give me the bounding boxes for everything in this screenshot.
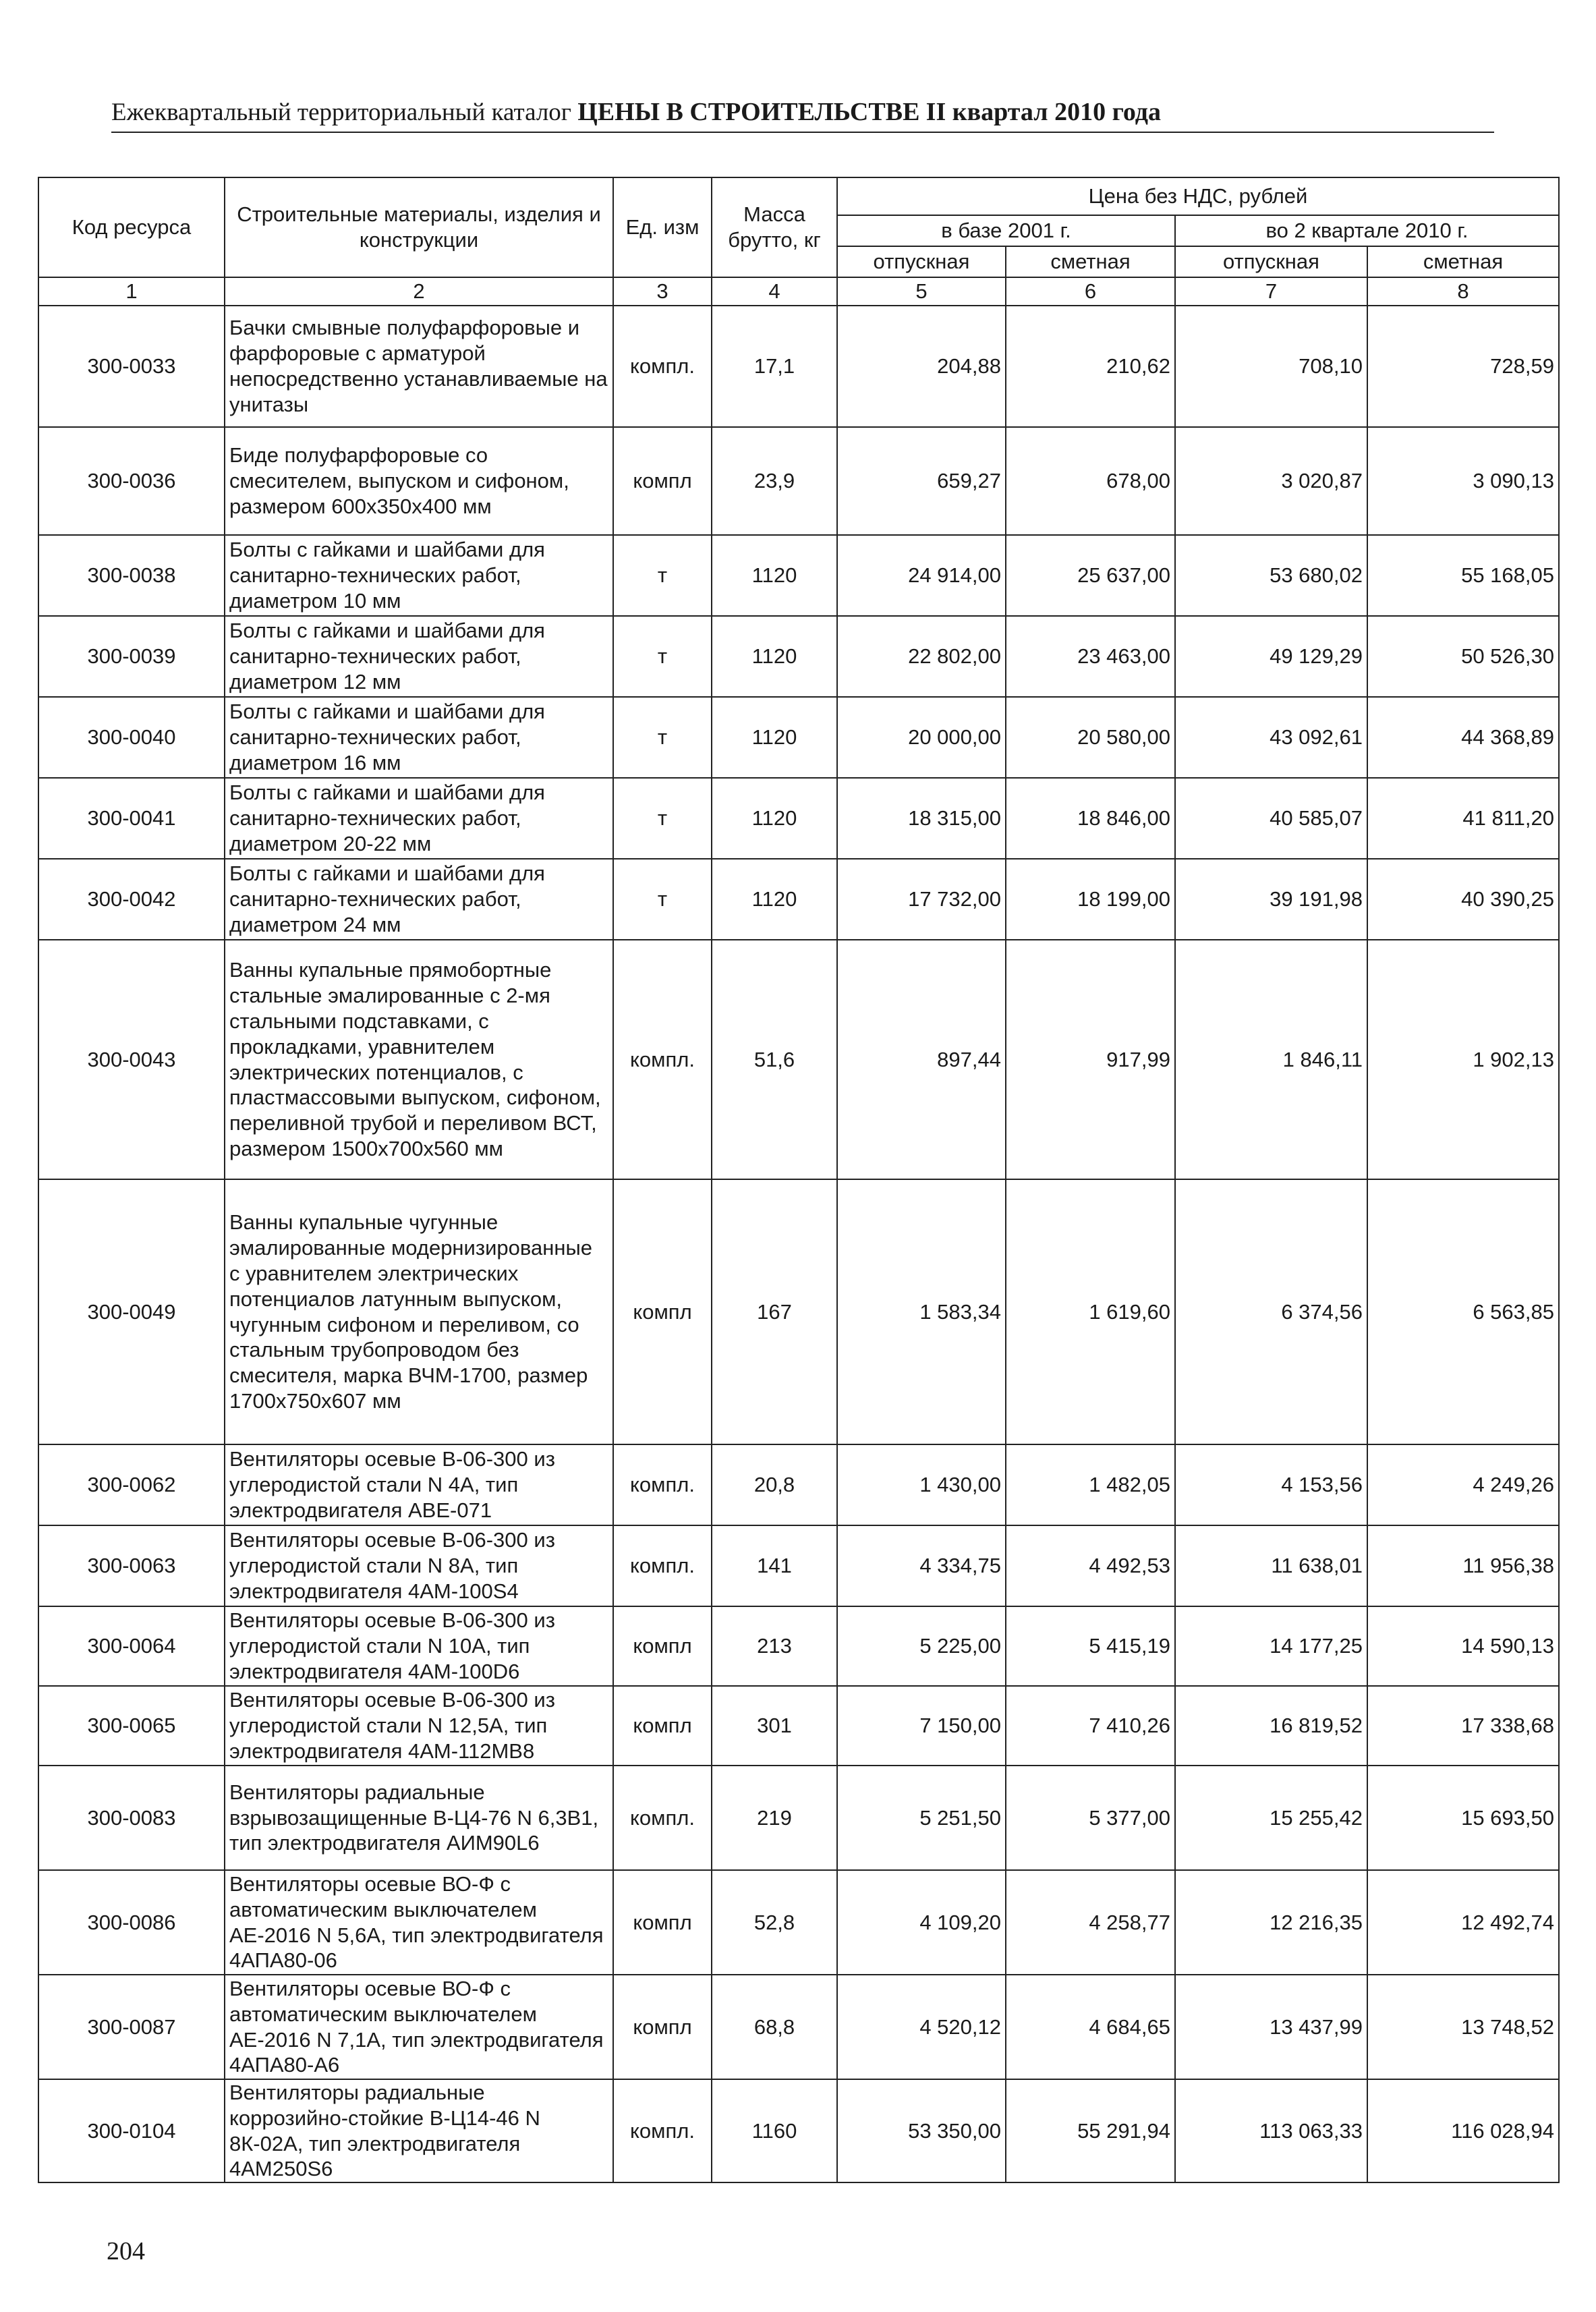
material-name: Вентиляторы осевые В-06-300 из углеродистой стали N 10А, тип электродвигателя 4АМ-100D6: [225, 1606, 613, 1686]
price-2001-estimate: 7 410,26: [1006, 1686, 1175, 1766]
price-2010-sale: 6 374,56: [1175, 1179, 1367, 1444]
price-2001-estimate: 678,00: [1006, 427, 1175, 535]
price-2010-sale: 15 255,42: [1175, 1766, 1367, 1870]
table-row: [38, 940, 1559, 1179]
table-row: [38, 859, 1559, 940]
table-row: [38, 616, 1559, 697]
price-2010-estimate: 116 028,94: [1367, 2079, 1559, 2182]
table-row: [38, 697, 1559, 778]
resource-code: 300-0104: [38, 2079, 225, 2182]
sale-price-header: отпускная: [1175, 246, 1367, 277]
material-name: Болты с гайками и шайбами для санитарно-технических работ, диаметром 24 мм: [225, 859, 613, 940]
price-2010-estimate: 55 168,05: [1367, 535, 1559, 616]
price-2010-sale: 11 638,01: [1175, 1525, 1367, 1606]
price-2001-estimate: 917,99: [1006, 940, 1175, 1179]
estimate-price-header: сметная: [1367, 246, 1559, 277]
price-2001-sale: 17 732,00: [837, 859, 1006, 940]
price-2010-estimate: 40 390,25: [1367, 859, 1559, 940]
unit-of-measure: компл: [613, 1870, 712, 1975]
price-2001-sale: 897,44: [837, 940, 1006, 1179]
material-name: Вентиляторы осевые ВО-Ф с автоматическим выключателем АЕ-2016 N 7,1А, тип электродвигателя 4АПА80-А6: [225, 1975, 613, 2079]
resource-code: 300-0040: [38, 697, 225, 778]
table-row: [38, 1686, 1559, 1766]
table-row: [38, 1179, 1559, 1444]
gross-mass: 23,9: [712, 427, 837, 535]
col-name-header: Строительные материалы, изделия и конструкции: [225, 177, 613, 277]
unit-of-measure: т: [613, 535, 712, 616]
gross-mass: 17,1: [712, 306, 837, 427]
price-2001-sale: 18 315,00: [837, 778, 1006, 859]
resource-code: 300-0063: [38, 1525, 225, 1606]
column-number: 6: [1006, 277, 1175, 306]
price-2010-estimate: 13 748,52: [1367, 1975, 1559, 2079]
price-2010-estimate: 11 956,38: [1367, 1525, 1559, 1606]
gross-mass: 1120: [712, 778, 837, 859]
column-number: 1: [38, 277, 225, 306]
price-2010-sale: 708,10: [1175, 306, 1367, 427]
price-2001-sale: 204,88: [837, 306, 1006, 427]
price-table-body: [38, 306, 1559, 2182]
material-name: Вентиляторы осевые В-06-300 из углеродистой стали N 4А, тип электродвигателя АВЕ-071: [225, 1444, 613, 1525]
price-2010-estimate: 41 811,20: [1367, 778, 1559, 859]
price-2001-sale: 20 000,00: [837, 697, 1006, 778]
table-row: [38, 1870, 1559, 1975]
gross-mass: 301: [712, 1686, 837, 1766]
price-2001-estimate: 23 463,00: [1006, 616, 1175, 697]
resource-code: 300-0049: [38, 1179, 225, 1444]
table-row: [38, 1975, 1559, 2079]
resource-code: 300-0086: [38, 1870, 225, 1975]
resource-code: 300-0064: [38, 1606, 225, 1686]
unit-of-measure: т: [613, 859, 712, 940]
price-2010-sale: 12 216,35: [1175, 1870, 1367, 1975]
material-name: Вентиляторы радиальные коррозийно-стойкие В-Ц14-46 N 8К-02А, тип электродвигателя 4АМ250S6: [225, 2079, 613, 2182]
unit-of-measure: компл.: [613, 306, 712, 427]
price-2001-sale: 1 583,34: [837, 1179, 1006, 1444]
gross-mass: 1120: [712, 616, 837, 697]
table-row: [38, 2079, 1559, 2182]
price-2001-sale: 4 334,75: [837, 1525, 1006, 1606]
price-2010-sale: 4 153,56: [1175, 1444, 1367, 1525]
resource-code: 300-0087: [38, 1975, 225, 2079]
price-2010-sale: 39 191,98: [1175, 859, 1367, 940]
price-2001-sale: 1 430,00: [837, 1444, 1006, 1525]
gross-mass: 213: [712, 1606, 837, 1686]
table-row: [38, 535, 1559, 616]
q2-2010-header: во 2 квартале 2010 г.: [1175, 215, 1559, 246]
table-row: [38, 1766, 1559, 1870]
price-2010-estimate: 44 368,89: [1367, 697, 1559, 778]
resource-code: 300-0039: [38, 616, 225, 697]
unit-of-measure: т: [613, 697, 712, 778]
price-2010-estimate: 50 526,30: [1367, 616, 1559, 697]
unit-of-measure: компл: [613, 1179, 712, 1444]
unit-of-measure: т: [613, 778, 712, 859]
price-2001-estimate: 20 580,00: [1006, 697, 1175, 778]
gross-mass: 1120: [712, 535, 837, 616]
gross-mass: 1120: [712, 859, 837, 940]
material-name: Болты с гайками и шайбами для санитарно-технических работ, диаметром 20-22 мм: [225, 778, 613, 859]
price-2010-estimate: 6 563,85: [1367, 1179, 1559, 1444]
price-2001-estimate: 18 846,00: [1006, 778, 1175, 859]
price-2010-sale: 3 020,87: [1175, 427, 1367, 535]
column-number: 7: [1175, 277, 1367, 306]
price-2010-estimate: 14 590,13: [1367, 1606, 1559, 1686]
unit-of-measure: компл.: [613, 1444, 712, 1525]
price-2001-sale: 5 225,00: [837, 1606, 1006, 1686]
catalog-title: ЦЕНЫ В СТРОИТЕЛЬСТВЕ: [577, 98, 920, 126]
price-2001-estimate: 4 258,77: [1006, 1870, 1175, 1975]
price-2010-estimate: 3 090,13: [1367, 427, 1559, 535]
price-2010-sale: 43 092,61: [1175, 697, 1367, 778]
resource-code: 300-0041: [38, 778, 225, 859]
material-name: Вентиляторы радиальные взрывозащищенные В-Ц4-76 N 6,3В1, тип электродвигателя АИМ90L6: [225, 1766, 613, 1870]
price-2001-sale: 5 251,50: [837, 1766, 1006, 1870]
column-number: 5: [837, 277, 1006, 306]
price-2010-sale: 40 585,07: [1175, 778, 1367, 859]
unit-of-measure: компл: [613, 1686, 712, 1766]
resource-code: 300-0062: [38, 1444, 225, 1525]
unit-of-measure: компл: [613, 427, 712, 535]
unit-of-measure: компл.: [613, 1766, 712, 1870]
table-row: [38, 778, 1559, 859]
gross-mass: 1160: [712, 2079, 837, 2182]
price-2010-sale: 16 819,52: [1175, 1686, 1367, 1766]
unit-of-measure: компл: [613, 1975, 712, 2079]
unit-of-measure: компл: [613, 1606, 712, 1686]
resource-code: 300-0042: [38, 859, 225, 940]
price-2001-sale: 24 914,00: [837, 535, 1006, 616]
resource-code: 300-0083: [38, 1766, 225, 1870]
price-2010-estimate: 15 693,50: [1367, 1766, 1559, 1870]
table-row: [38, 1444, 1559, 1525]
price-2010-estimate: 12 492,74: [1367, 1870, 1559, 1975]
price-2001-estimate: 5 415,19: [1006, 1606, 1175, 1686]
price-2010-estimate: 4 249,26: [1367, 1444, 1559, 1525]
price-2001-sale: 659,27: [837, 427, 1006, 535]
page-number: 204: [107, 2237, 145, 2265]
gross-mass: 51,6: [712, 940, 837, 1179]
price-2001-sale: 53 350,00: [837, 2079, 1006, 2182]
sale-price-header: отпускная: [837, 246, 1006, 277]
price-2010-estimate: 1 902,13: [1367, 940, 1559, 1179]
price-2001-estimate: 55 291,94: [1006, 2079, 1175, 2182]
price-2010-sale: 53 680,02: [1175, 535, 1367, 616]
resource-code: 300-0038: [38, 535, 225, 616]
table-row: [38, 1525, 1559, 1606]
price-2001-estimate: 1 619,60: [1006, 1179, 1175, 1444]
price-2010-estimate: 728,59: [1367, 306, 1559, 427]
price-2010-sale: 1 846,11: [1175, 940, 1367, 1179]
price-2001-sale: 4 520,12: [837, 1975, 1006, 2079]
base-2001-header: в базе 2001 г.: [837, 215, 1175, 246]
resource-code: 300-0036: [38, 427, 225, 535]
gross-mass: 167: [712, 1179, 837, 1444]
price-group-header: Цена без НДС, рублей: [837, 177, 1559, 215]
gross-mass: 68,8: [712, 1975, 837, 2079]
price-2001-estimate: 4 492,53: [1006, 1525, 1175, 1606]
page-header: [111, 93, 1494, 133]
column-number: 2: [225, 277, 613, 306]
unit-of-measure: компл.: [613, 940, 712, 1179]
unit-of-measure: т: [613, 616, 712, 697]
gross-mass: 52,8: [712, 1870, 837, 1975]
resource-code: 300-0043: [38, 940, 225, 1179]
table-row: [38, 1606, 1559, 1686]
material-name: Ванны купальные чугунные эмалированные модернизированные с уравнителем электрических потенциалов латунным выпуском, чугунным сифоном и переливом, со стальным трубопроводом без смесителя, марка ВЧМ-1700, размер 1700x750x607 мм: [225, 1179, 613, 1444]
gross-mass: 1120: [712, 697, 837, 778]
resource-code: 300-0065: [38, 1686, 225, 1766]
column-number: 4: [712, 277, 837, 306]
price-2001-estimate: 5 377,00: [1006, 1766, 1175, 1870]
gross-mass: 141: [712, 1525, 837, 1606]
column-number: 8: [1367, 277, 1559, 306]
gross-mass: 20,8: [712, 1444, 837, 1525]
table-row: [38, 306, 1559, 427]
col-unit-header: Ед. изм: [613, 177, 712, 277]
material-name: Вентиляторы осевые В-06-300 из углеродистой стали N 8А, тип электродвигателя 4АМ-100S4: [225, 1525, 613, 1606]
price-2001-sale: 4 109,20: [837, 1870, 1006, 1975]
resource-code: 300-0033: [38, 306, 225, 427]
unit-of-measure: компл.: [613, 2079, 712, 2182]
price-2001-sale: 7 150,00: [837, 1686, 1006, 1766]
price-2010-estimate: 17 338,68: [1367, 1686, 1559, 1766]
gross-mass: 219: [712, 1766, 837, 1870]
material-name: Ванны купальные прямобортные стальные эмалированные с 2-мя стальными подставками, с прокладками, уравнителем электрических потенциалов, с пластмассовыми выпуском, сифоном, переливной трубой и переливом ВСТ, размером 1500x700x560 мм: [225, 940, 613, 1179]
material-name: Бачки смывные полуфарфоровые и фарфоровые с арматурой непосредственно устанавливаемые на унитазы: [225, 306, 613, 427]
col-mass-header: Масса брутто, кг: [712, 177, 837, 277]
unit-of-measure: компл.: [613, 1525, 712, 1606]
price-2001-sale: 22 802,00: [837, 616, 1006, 697]
price-2001-estimate: 1 482,05: [1006, 1444, 1175, 1525]
price-2010-sale: 14 177,25: [1175, 1606, 1367, 1686]
col-code-header: Код ресурса: [38, 177, 225, 277]
material-name: Биде полуфарфоровые со смесителем, выпуском и сифоном, размером 600x350x400 мм: [225, 427, 613, 535]
price-2001-estimate: 4 684,65: [1006, 1975, 1175, 2079]
table-row: [38, 427, 1559, 535]
material-name: Болты с гайками и шайбами для санитарно-технических работ, диаметром 10 мм: [225, 535, 613, 616]
column-number: 3: [613, 277, 712, 306]
price-2010-sale: 113 063,33: [1175, 2079, 1367, 2182]
price-2010-sale: 13 437,99: [1175, 1975, 1367, 2079]
catalog-prefix: Ежеквартальный территориальный каталог: [111, 98, 571, 126]
price-table: [38, 177, 1560, 2183]
material-name: Болты с гайками и шайбами для санитарно-технических работ, диаметром 16 мм: [225, 697, 613, 778]
price-2001-estimate: 210,62: [1006, 306, 1175, 427]
price-2010-sale: 49 129,29: [1175, 616, 1367, 697]
price-2001-estimate: 18 199,00: [1006, 859, 1175, 940]
price-2001-estimate: 25 637,00: [1006, 535, 1175, 616]
material-name: Болты с гайками и шайбами для санитарно-технических работ, диаметром 12 мм: [225, 616, 613, 697]
estimate-price-header: сметная: [1006, 246, 1175, 277]
catalog-quarter: II квартал 2010 года: [925, 98, 1162, 126]
material-name: Вентиляторы осевые ВО-Ф с автоматическим выключателем АЕ-2016 N 5,6А, тип электродвигателя 4АПА80-06: [225, 1870, 613, 1975]
material-name: Вентиляторы осевые В-06-300 из углеродистой стали N 12,5А, тип электродвигателя 4АМ-112МВ8: [225, 1686, 613, 1766]
